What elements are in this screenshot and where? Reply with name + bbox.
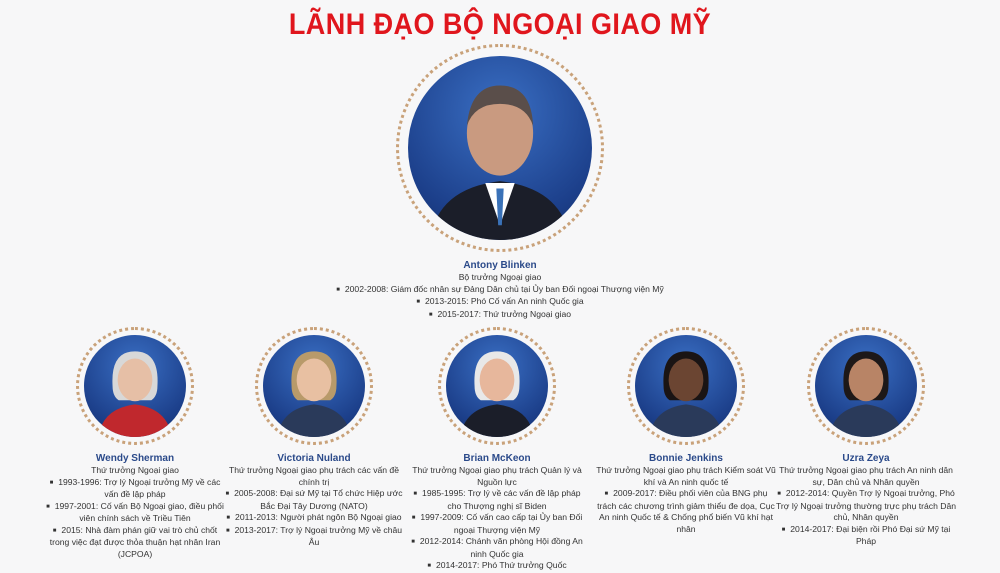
deputy-bullet: ■ 2011-2013: Người phát ngôn Bộ Ngoại giao xyxy=(224,512,404,525)
deputy-bullet: ■ 2014-2017: Đại biện rồi Phó Đại sứ Mỹ tại Pháp xyxy=(776,524,956,548)
leader-role: Bộ trưởng Ngoại giao xyxy=(458,272,542,282)
deputy-role: Thứ trưởng Ngoại giao phụ trách An ninh dân sự, Dân chủ và Nhân quyền xyxy=(779,465,953,487)
portrait-bonnie-jenkins xyxy=(635,335,737,437)
deputy-bullet: ■ 2005-2008: Đại sứ Mỹ tại Tổ chức Hiệp ước Bắc Đại Tây Dương (NATO) xyxy=(224,488,404,512)
deputy-info xyxy=(407,452,587,573)
deputy-name: Uzra Zeya xyxy=(842,453,890,464)
deputy-info xyxy=(596,452,776,535)
deputy-role: Thứ trưởng Ngoại giao phụ trách Kiểm soát Vũ khí và An ninh quốc tế xyxy=(596,465,776,487)
portrait-antony-blinken xyxy=(408,56,592,240)
deputy-bullet: ■ 2015: Nhà đàm phán giữ vai trò chủ chốt trong việc đạt được thỏa thuận hạt nhân Iran (JCPOA) xyxy=(45,525,225,561)
deputy-bullet: ■ 2012-2014: Quyền Trợ lý Ngoại trưởng, Phó Trợ lý Ngoại trưởng thường trực phụ trách Dân chủ, Nhân quyền xyxy=(776,488,956,524)
portrait-uzra-zeya xyxy=(815,335,917,437)
deputy-role: Thứ trưởng Ngoại giao xyxy=(91,465,179,475)
deputy-bullet: ■ 1993-1996: Trợ lý Ngoại trưởng Mỹ về các vấn đề lập pháp xyxy=(45,477,225,501)
deputy-name: Wendy Sherman xyxy=(95,453,175,464)
deputy-bullet: ■ 2009-2017: Điều phối viên của BNG phụ trách các chương trình giảm thiểu đe dọa, Cục An ninh Quốc tế & Chống phổ biến Vũ khí hạt nhân xyxy=(596,488,776,535)
portrait-wendy-sherman xyxy=(84,335,186,437)
leader-bullet: ■ 2002-2008: Giám đốc nhân sự Đảng Dân chủ tại Ủy ban Đối ngoại Thượng viện Mỹ xyxy=(300,284,700,297)
deputy-bullet: ■ 2012-2014: Chánh văn phòng Hội đồng An ninh Quốc gia xyxy=(407,536,587,560)
deputy-bullet: ■ 2014-2017: Phó Thứ trưởng Quốc xyxy=(407,560,587,573)
deputy-role: Thứ trưởng Ngoại giao phụ trách Quản lý và Nguồn lực xyxy=(412,465,582,487)
deputy-bullet: ■ 1985-1995: Trợ lý về các vấn đề lập pháp cho Thượng nghị sĩ Biden xyxy=(407,488,587,512)
deputy-role: Thứ trưởng Ngoại giao phụ trách các vấn đề chính trị xyxy=(228,465,399,487)
page-title: LÃNH ĐẠO BỘ NGOẠI GIAO MỸ xyxy=(288,8,712,41)
leader-name: Antony Blinken xyxy=(463,260,537,271)
deputy-name: Victoria Nuland xyxy=(277,453,351,464)
deputy-name: Brian McKeon xyxy=(463,453,531,464)
deputy-info xyxy=(224,452,404,549)
leader-info xyxy=(300,259,700,321)
deputy-bullet: ■ 1997-2009: Cố vấn cao cấp tại Ủy ban Đối ngoại Thượng viện Mỹ xyxy=(407,512,587,536)
portrait-victoria-nuland xyxy=(263,335,365,437)
deputy-name: Bonnie Jenkins xyxy=(649,453,723,464)
deputy-info xyxy=(776,452,956,548)
deputy-bullet: ■ 1997-2001: Cố vấn Bộ Ngoại giao, điều phối viên chính sách về Triều Tiên xyxy=(45,501,225,525)
deputy-bullet: ■ 2013-2017: Trợ lý Ngoại trưởng Mỹ về châu Âu xyxy=(224,525,404,549)
portrait-brian-mckeon xyxy=(446,335,548,437)
deputy-info xyxy=(45,452,225,560)
leader-bullet: ■ 2013-2015: Phó Cố vấn An ninh Quốc gia xyxy=(300,296,700,309)
leader-bullet: ■ 2015-2017: Thứ trưởng Ngoại giao xyxy=(300,309,700,322)
